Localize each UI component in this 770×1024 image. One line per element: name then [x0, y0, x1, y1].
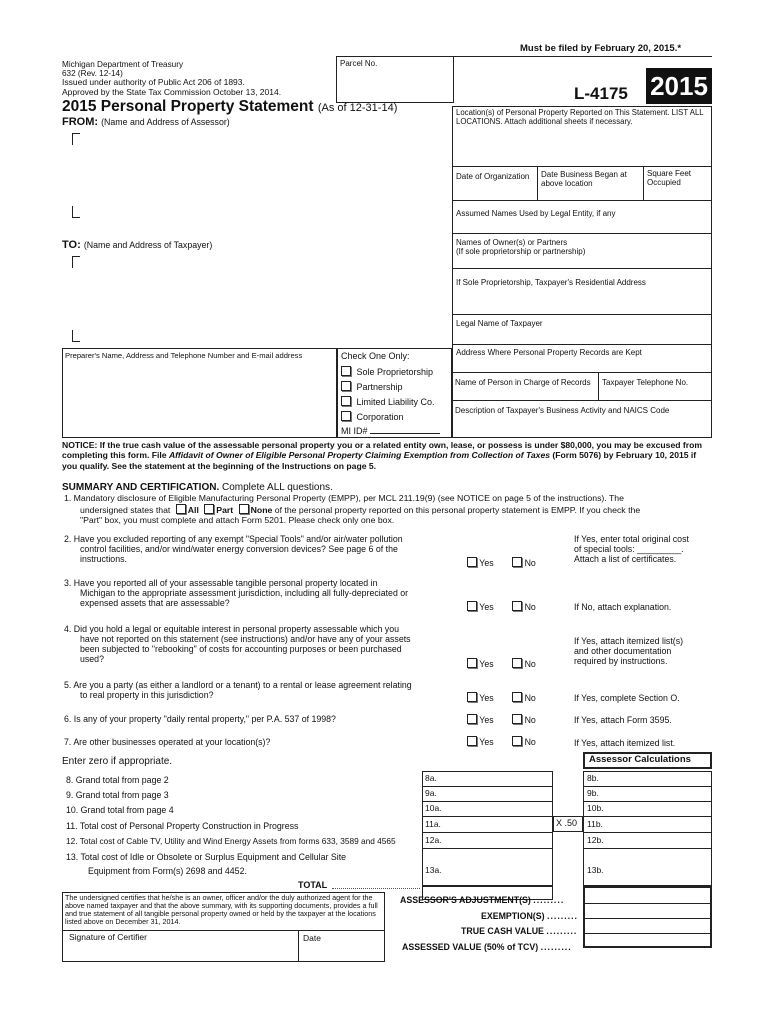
assumed-names-field[interactable]: Assumed Names Used by Legal Entity, if any: [456, 209, 616, 218]
q4-note-2: and other documentation: [574, 646, 672, 657]
q3-line-2: Michigan to the appropriate assessment jurisdiction, including all fully-depreciated or: [80, 588, 409, 599]
notice-affidavit: Affidavit of Owner of Eligible Personal Property Claiming Exemption from Collection of Taxes: [168, 450, 551, 461]
assessor-address-corner-bottom: [72, 206, 80, 218]
q4-line-2: have not reported on this statement (see instructions) and/or have any of your assets: [80, 634, 411, 645]
q5-answer: [467, 692, 536, 703]
question-1-line-1: 1. Mandatory disclosure of Eligible Manufacturing Personal Property (EMPP), per MCL 211.19(9) (see NOTICE on page 5 of the instructions). The: [64, 493, 624, 503]
question-1-line-3: "Part" box, you must complete and attach Form 5201. Please check only one box.: [80, 515, 395, 525]
q3-yes-label: Yes: [479, 602, 494, 612]
tcv-text: TRUE CASH VALUE: [461, 926, 544, 936]
q2-yes-checkbox[interactable]: [467, 557, 477, 567]
empp-all-checkbox[interactable]: [176, 504, 186, 514]
line-8b-field[interactable]: 8b.: [587, 773, 599, 783]
square-feet-field[interactable]: Square Feet Occupied: [647, 169, 692, 188]
check-one-label: Check One Only:: [341, 351, 410, 361]
q2-answer: [467, 557, 536, 568]
q7-num: 7.: [64, 737, 72, 747]
q4-yes-label: Yes: [479, 659, 494, 669]
line-10a-field[interactable]: 10a.: [425, 803, 442, 813]
q3-line-1: Have you reported all of your assessable tangible personal property located in: [73, 578, 378, 588]
q2-note-2: of special tools: _________.: [574, 544, 684, 555]
q6-answer: [467, 714, 536, 725]
entity-option-corporation[interactable]: [341, 411, 404, 422]
page-title: [62, 98, 397, 116]
q3-answer: [467, 601, 536, 612]
q7-line-1: Are other businesses operated at your location(s)?: [73, 737, 271, 747]
date-business-began-field[interactable]: Date Business Began at above location: [541, 170, 627, 189]
q2-no-label: No: [524, 558, 536, 568]
assessor-address-corner-top: [72, 133, 80, 145]
mi-id-field[interactable]: [341, 426, 440, 436]
issuing-authority: Issued under authority of Public Act 206 of 1893.: [62, 77, 245, 87]
from-subtitle: (Name and Address of Assessor): [101, 117, 230, 127]
line-11a-field[interactable]: 11a.: [425, 819, 441, 829]
line-12-label: 12. Total cost of Cable TV, Utility and Wind Energy Assets from forms 633, 3589 and 4565: [66, 836, 396, 846]
q6-yes-checkbox[interactable]: [467, 714, 477, 724]
llc-checkbox[interactable]: [341, 396, 351, 406]
line-9-label: 9. Grand total from page 3: [66, 790, 169, 800]
q7-yes-checkbox[interactable]: [467, 736, 477, 746]
q6-yes-label: Yes: [479, 715, 494, 725]
line-10b-field[interactable]: 10b.: [587, 803, 604, 813]
q3-yes-checkbox[interactable]: [467, 601, 477, 611]
dept-name: Michigan Department of Treasury: [62, 60, 184, 69]
assessed-text: ASSESSED VALUE (50% of TCV): [402, 942, 539, 952]
line-12a-field[interactable]: 12a.: [425, 835, 442, 845]
q4-note: [574, 636, 683, 666]
q2-note-3: Attach a list of certificates.: [574, 554, 677, 565]
q5-yes-checkbox[interactable]: [467, 692, 477, 702]
person-in-charge-field[interactable]: Name of Person in Charge of Records: [455, 378, 591, 387]
line-12b-field[interactable]: 12b.: [587, 835, 604, 845]
to-subtitle: (Name and Address of Taxpayer): [83, 240, 213, 250]
q1-prefix: undersigned states that: [80, 505, 171, 515]
date-field[interactable]: Date: [303, 933, 321, 943]
q6-num: 6.: [64, 714, 72, 724]
date-organization-field[interactable]: Date of Organization: [456, 172, 530, 181]
partnership-label: Partnership: [356, 382, 403, 392]
form-year-badge: 2015: [646, 68, 712, 104]
q2-num: 2.: [64, 534, 72, 544]
q1-suffix: of the personal property reported on this personal property statement is EMPP. If you check the: [274, 505, 641, 515]
legal-name-field[interactable]: Legal Name of Taxpayer: [456, 319, 543, 328]
q6-line-1: Is any of your property "daily rental property," per P.A. 537 of 1998?: [73, 714, 336, 724]
question-3: [64, 578, 464, 608]
assessor-calculations-title: Assessor Calculations: [589, 754, 691, 765]
q6-no-checkbox[interactable]: [512, 714, 522, 724]
q4-answer: [467, 658, 536, 669]
entity-option-llc[interactable]: [341, 396, 435, 407]
llc-label: Limited Liability Co.: [356, 397, 435, 407]
preparer-label: Preparer's Name, Address and Telephone Number and E-mail address: [65, 351, 303, 360]
q2-line-2: control facilities, and/or wind/water energy conversion devices? See page 6 of the: [80, 544, 398, 555]
line-13-label-1: 13. Total cost of Idle or Obsolete or Surplus Equipment and Cellular Site: [66, 852, 347, 862]
taxpayer-address-corner-top: [72, 256, 80, 268]
q7-no-label: No: [524, 737, 536, 747]
q2-note: [574, 534, 689, 564]
q4-no-checkbox[interactable]: [512, 658, 522, 668]
empp-part-label: Part: [216, 505, 234, 515]
multiplier-text: X .50: [556, 818, 578, 828]
line-11-label: 11. Total cost of Personal Property Construction in Progress: [66, 821, 299, 831]
summary-subtitle: Complete ALL questions.: [222, 482, 333, 493]
entity-option-sole[interactable]: [341, 366, 433, 377]
right-field-column: [452, 106, 712, 438]
multiplier-box: [553, 816, 583, 832]
q4-yes-checkbox[interactable]: [467, 658, 477, 668]
notice-part1: NOTICE: If the true cash value of the assessable personal property you or a related entity own, lease, or possess is under $80,000, you may be excused from completing this form. File: [62, 440, 702, 461]
q6-note: If Yes, attach Form 3595.: [574, 715, 672, 725]
q4-line-1: Did you hold a legal or equitable interest in personal property assessable which you: [73, 624, 399, 634]
mi-id-label: MI ID#: [341, 426, 368, 436]
enter-zero-note: Enter zero if appropriate.: [62, 756, 173, 767]
q4-line-3: been subjected to "rebooking" of costs for accounting purposes or been purchased: [80, 644, 402, 655]
q2-note-1: If Yes, enter total original cost: [574, 534, 689, 544]
q5-line-2: to real property in this jurisdiction?: [80, 690, 214, 701]
summary-title: SUMMARY AND CERTIFICATION.: [62, 482, 220, 493]
business-description-field[interactable]: Description of Taxpayer's Business Activity and NAICS Code: [455, 406, 670, 415]
taxpayer-totals-column: [422, 771, 553, 886]
exemption-text: EXEMPTION(S): [481, 911, 545, 921]
q5-yes-label: Yes: [479, 693, 494, 703]
q3-line-3: expensed assets that are assessable?: [80, 598, 230, 609]
q2-yes-label: Yes: [479, 558, 494, 568]
line-9b-field[interactable]: 9b.: [587, 788, 599, 798]
form-number: L-4175: [574, 84, 628, 103]
line-8-label: 8. Grand total from page 2: [66, 775, 169, 785]
sole-proprietorship-checkbox[interactable]: [341, 366, 351, 376]
filing-deadline: Must be filed by February 20, 2015.*: [520, 43, 682, 54]
line-11b-field[interactable]: 11b.: [587, 819, 603, 829]
q2-line-3: instructions.: [80, 554, 127, 565]
signature-field[interactable]: Signature of Certifier: [69, 932, 147, 942]
entity-type-group: [337, 348, 452, 438]
adjustment-text: ASSESSOR'S ADJUSTMENT(S): [400, 895, 531, 905]
q2-no-checkbox[interactable]: [512, 557, 522, 567]
assessor-calculations-header: [583, 752, 712, 769]
telephone-field[interactable]: Taxpayer Telephone No.: [602, 378, 689, 387]
total-dots: [332, 888, 420, 889]
from-heading: FROM:: [62, 116, 99, 128]
assessed-value-field[interactable]: [585, 934, 710, 947]
owners-subtitle: (If sole proprietorship or partnership): [456, 247, 586, 256]
q5-no-label: No: [524, 693, 536, 703]
approval-note: Approved by the State Tax Commission October 13, 2014.: [62, 87, 282, 97]
question-7: [64, 737, 464, 747]
q7-yes-label: Yes: [479, 737, 494, 747]
true-cash-value-field[interactable]: [585, 919, 710, 933]
to-heading: TO:: [62, 239, 81, 251]
residential-address-field[interactable]: If Sole Proprietorship, Taxpayer's Residential Address: [456, 278, 646, 287]
partnership-checkbox[interactable]: [341, 381, 351, 391]
assessor-adjustment-label: ASSESSOR'S ADJUSTMENT(S) .........: [400, 895, 565, 905]
parcel-label: Parcel No.: [340, 59, 378, 68]
q6-no-label: No: [524, 715, 536, 725]
question-6: [64, 714, 464, 724]
q3-no-checkbox[interactable]: [512, 601, 522, 611]
page-title-text: 2015 Personal Property Statement: [62, 98, 314, 115]
line-8a-field[interactable]: 8a.: [425, 773, 437, 783]
q2-line-1: Have you excluded reporting of any exempt "Special Tools" and/or air/water pollution: [73, 534, 403, 544]
q5-line-1: Are you a party (as either a landlord or a tenant) to a rental or lease agreement relating: [73, 680, 412, 690]
question-1-line-2: [80, 504, 640, 515]
taxpayer-address-corner-bottom: [72, 330, 80, 342]
q7-no-checkbox[interactable]: [512, 736, 522, 746]
line-13-label-2: Equipment from Form(s) 2698 and 4452.: [88, 866, 247, 876]
line-9a-field[interactable]: 9a.: [425, 788, 437, 798]
q4-no-label: No: [524, 659, 536, 669]
line-10-label: 10. Grand total from page 4: [66, 805, 174, 815]
q3-note: If No, attach explanation.: [574, 602, 672, 612]
empp-none-checkbox[interactable]: [239, 504, 249, 514]
line-13a-field[interactable]: 13a.: [425, 865, 442, 875]
corporation-checkbox[interactable]: [341, 411, 351, 421]
as-of-date: (As of 12-31-14): [317, 102, 398, 114]
locations-field[interactable]: Location(s) of Personal Property Reported on This Statement. LIST ALL LOCATIONS. Attach additional sheets if necessary.: [456, 108, 704, 126]
q5-no-checkbox[interactable]: [512, 692, 522, 702]
empp-none-label: None: [250, 505, 273, 515]
question-5: [64, 680, 464, 700]
q7-note: If Yes, attach itemized list.: [574, 738, 676, 748]
q3-no-label: No: [524, 602, 536, 612]
q5-num: 5.: [64, 680, 72, 690]
empp-all-label: All: [187, 505, 199, 515]
q4-note-3: required by instructions.: [574, 656, 668, 667]
sole-proprietorship-label: Sole Proprietorship: [356, 367, 434, 377]
q4-note-1: If Yes, attach itemized list(s): [574, 636, 684, 646]
preparer-field[interactable]: [62, 348, 337, 438]
from-label: [62, 116, 230, 129]
to-label: [62, 239, 212, 252]
question-4: [64, 624, 464, 664]
empp-part-checkbox[interactable]: [204, 504, 214, 514]
q5-note: If Yes, complete Section O.: [574, 693, 680, 703]
q4-line-4: used?: [80, 654, 104, 665]
parcel-number-field[interactable]: [336, 56, 454, 103]
notice-part2: (Form 5076) by February 10, 2015 if you qualify. See the statement at the beginning of the Instructions on page 5.: [62, 450, 697, 471]
tcv-label: TRUE CASH VALUE .........: [461, 926, 578, 936]
q4-num: 4.: [64, 624, 72, 634]
total-label: TOTAL: [298, 880, 328, 890]
notice-text: [62, 440, 712, 471]
entity-option-partnership[interactable]: [341, 381, 403, 392]
exemption-label: EXEMPTION(S) .........: [481, 911, 578, 921]
records-address-field[interactable]: Address Where Personal Property Records are Kept: [456, 348, 642, 357]
assessed-value-label: ASSESSED VALUE (50% of TCV) .........: [402, 942, 572, 952]
form-revision: 632 (Rev. 12-14): [62, 69, 123, 78]
assessor-adjustment-field[interactable]: [585, 888, 710, 902]
q3-num: 3.: [64, 578, 72, 588]
exemption-field[interactable]: [585, 904, 710, 918]
line-13b-field[interactable]: 13b.: [587, 865, 604, 875]
owners-field[interactable]: Names of Owner(s) or Partners: [456, 238, 568, 247]
corporation-label: Corporation: [356, 412, 404, 422]
q7-answer: [467, 736, 536, 747]
summary-heading: [62, 482, 333, 494]
question-2: [64, 534, 464, 564]
certification-text: The undersigned certifies that he/she is an owner, officer and/or the duly authorized agent for the above named taxpayer and that the above summary, with its supporting documents, provides a full and true statement of all tangible personal property owned or held by the taxpayer at the locations listed above on December 31, 2014.: [65, 893, 378, 926]
